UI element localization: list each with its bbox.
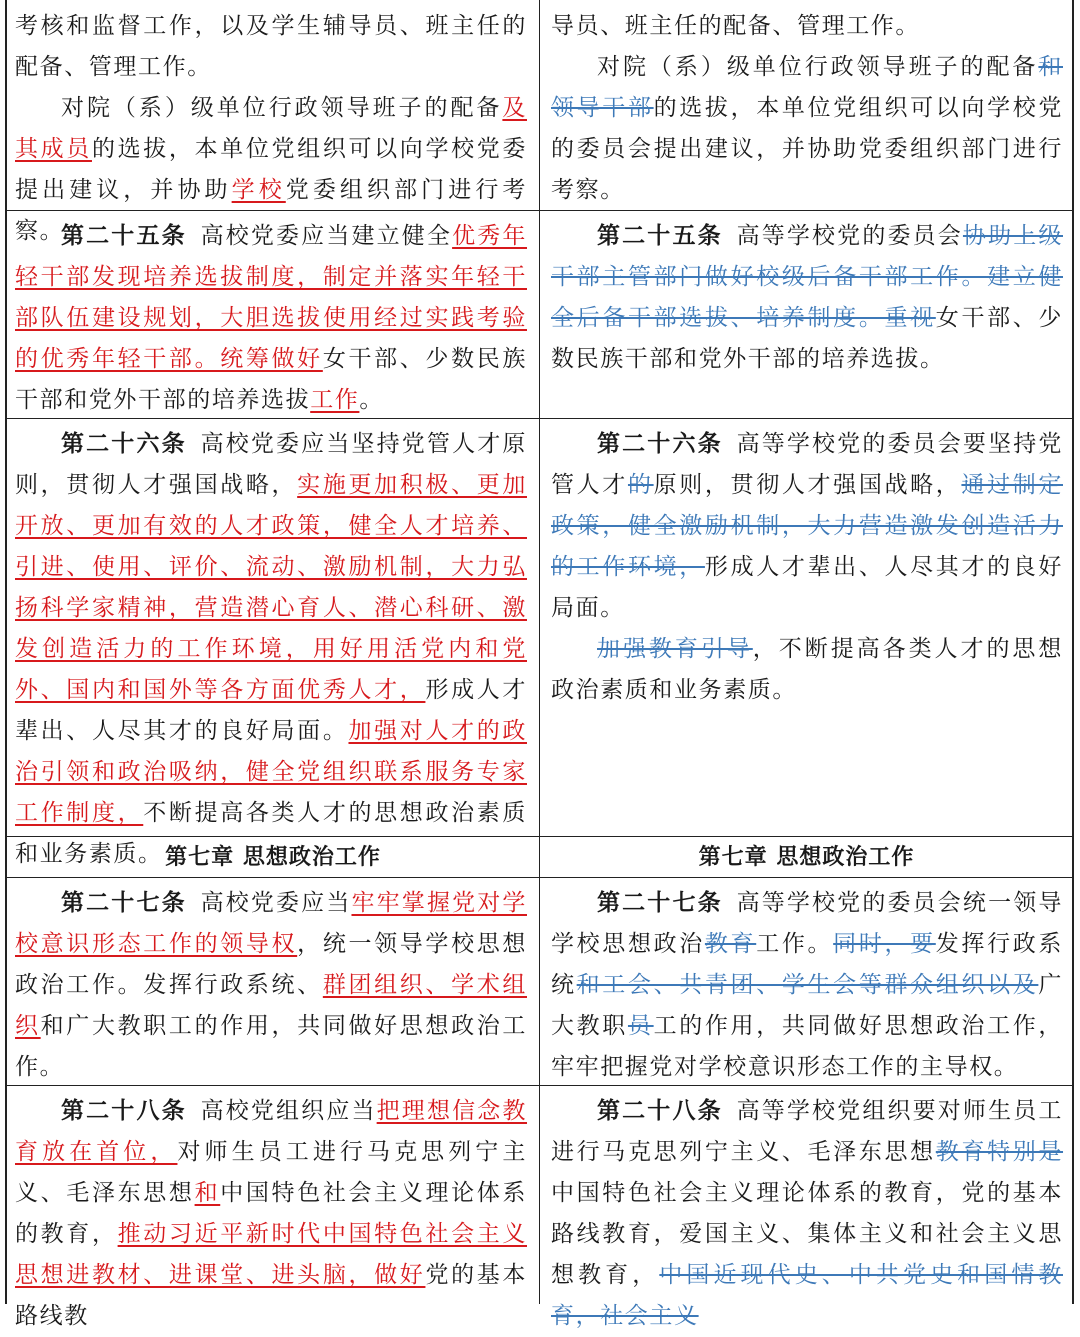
row2-new-cell (15, 215, 527, 421)
deleted-text: 通过制定政策，健全激励机制，大力营造激发创造活力的工作环境， (551, 472, 1063, 580)
row4-new-cell (15, 882, 527, 1088)
deleted-text: 加强教育引导 (597, 636, 753, 662)
text-span: 和广大教职工的作用，共同做好思想政治工作。 (15, 1013, 527, 1080)
text-span: 工的作用，共同做好思想政治工作，牢牢把握党对学校意识形态工作的主导权。 (551, 1013, 1063, 1080)
added-text: 优秀年轻干部发现培养选拔制度，制定并落实年轻干部队伍建设规划，大胆选拔使用经过实践考验的优秀年轻干部。统筹做好 (15, 223, 527, 372)
text-span: 高等学校党的委员会要坚持党管人才 (551, 431, 1063, 498)
row5-new-cell (15, 1090, 527, 1337)
text-span: 高校党委应当 (200, 890, 352, 916)
added-text: 学校 (231, 177, 286, 203)
row2-old-cell (551, 215, 1063, 380)
text-span: ，统一领导学校思想政治工作。发挥行政系统、 (15, 931, 527, 998)
deleted-text: 员 (627, 1013, 654, 1039)
text-span: 的选拔，本单位党组织可以向学校党的委员会提出建议，并协助党委组织部门进行考察。 (551, 95, 1063, 203)
added-text: 实施更加积极、更加开放、更加有效的人才政策，健全人才培养、引进、使用、评价、流动、激励机制，大力弘扬科学家精神，营造潜心育人、潜心科研、激发创造活力的工作环境，用好用活党内和党外、国内和国外等各方面优秀人才， (15, 472, 527, 703)
article-title: 第二十六条 (597, 430, 723, 457)
added-text: 和 (194, 1180, 221, 1206)
chapter-heading-old: 第七章 思想政治工作 (698, 845, 915, 870)
deleted-text: 中国近现代史、中共党史和国情教育，社会主义 (551, 1262, 1063, 1329)
text-span: 工作。 (756, 931, 834, 957)
text-span: 发挥行政系统 (551, 931, 1063, 998)
text-span: 中国特色社会主义理论体系的教育，党的基本路线教育，爱国主义、集体主义和社会主义思想教育， (551, 1180, 1063, 1288)
text-span: 高校党委应当建立健全 (200, 223, 453, 249)
text-span: 高等学校党的委员会统一领导学校思想政治 (551, 890, 1063, 957)
text-span: 形成人才辈出、人尽其才的良好局面。 (551, 554, 1063, 621)
article-title: 第二十五条 (61, 222, 187, 249)
text-span: 不断提高各类人才的思想政治素质和业务素质。 (15, 800, 528, 867)
text-span: 原则，贯彻人才强国战略， (653, 472, 962, 498)
column-divider (539, 0, 540, 1304)
added-text: 及其成员 (15, 95, 527, 162)
deleted-text: 教育 (704, 931, 757, 957)
paragraph (551, 47, 1063, 211)
text-span: 对院（系）级单位行政领导班子的配备 (597, 54, 1039, 80)
row3-new-cell (15, 423, 527, 875)
article-title: 第二十八条 (61, 1097, 187, 1124)
paragraph: 导员、班主任的配备、管理工作。 (551, 13, 920, 39)
article-title: 第二十六条 (61, 430, 187, 457)
deleted-text: 协助上级干部主管部门做好校级后备干部工作。建立健全后备干部选拔、培养制度。重视 (551, 223, 1063, 331)
text-span: 对院（系）级单位行政领导班子的配备 (61, 95, 503, 121)
text-span: 高等学校党组织要对师生员工进行马克思列宁主义、毛泽东思想 (551, 1098, 1063, 1165)
row3-old-cell (551, 423, 1063, 711)
paragraph (551, 423, 1063, 629)
text-span: 党委组织部门进行考察。 (15, 177, 527, 244)
deleted-text: 的 (627, 472, 654, 498)
text-span: 对师生员工进行马克思列宁主义、毛泽东思想 (15, 1139, 527, 1206)
chapter-heading-new: 第七章 思想政治工作 (165, 845, 381, 870)
article-title: 第二十七条 (61, 889, 187, 916)
text-span: 女干部、少数民族干部和党外干部的培养选拔 (15, 346, 527, 413)
article-title: 第二十五条 (597, 222, 723, 249)
article-title: 第二十八条 (597, 1097, 723, 1124)
added-text: 推动习近平新时代中国特色社会主义思想进教材、进课堂、进头脑，做好 (15, 1221, 527, 1288)
added-text: 工作 (310, 387, 360, 413)
text-span: 党的基本路线教 (15, 1262, 527, 1329)
paragraph (551, 629, 1063, 711)
deleted-text: 和工会、共青团、学生会等群众组织以及 (576, 972, 1039, 998)
text-span: 广大教职 (551, 972, 1063, 1039)
text-span: 高校党组织应当 (200, 1098, 377, 1124)
text-span: 高等学校党的委员会 (736, 223, 963, 249)
added-text: 把理想信念教育放在首位， (15, 1098, 528, 1165)
row4-old-cell (551, 882, 1063, 1088)
added-text: 加强对人才的政治引领和政治吸纳，健全党组织联系服务专家工作制度， (15, 718, 527, 826)
text-span: ，不断提高各类人才的思想政治素质和业务素质。 (551, 636, 1064, 703)
deleted-text: 教育特别是 (935, 1139, 1064, 1165)
text-span: 女干部、少数民族干部和党外干部的培养选拔。 (551, 305, 1064, 372)
text-span: 的选拔，本单位党组织可以向学校党委提出建议，并协助 (15, 136, 527, 203)
text-span: 形成人才辈出、人尽其才的良好局面。 (15, 677, 527, 744)
added-text: 群团组织、学术组织 (15, 972, 527, 1039)
text-span: 。 (359, 387, 385, 413)
text-span: 中国特色社会主义理论体系的教育， (15, 1180, 528, 1247)
text-span: 高校党委应当坚持党管人才原则，贯彻人才强国战略， (15, 431, 527, 498)
deleted-text: 和领导干部 (551, 54, 1063, 121)
deleted-text: 同时，要 (833, 931, 936, 957)
article-title: 第二十七条 (597, 889, 723, 916)
added-text: 牢牢掌握党对学校意识形态工作的领导权 (15, 890, 527, 957)
row5-old-cell (551, 1090, 1063, 1337)
paragraph: 考核和监督工作，以及学生辅导员、班主任的配备、管理工作。 (15, 13, 527, 80)
row1-old-cell (551, 6, 1063, 211)
